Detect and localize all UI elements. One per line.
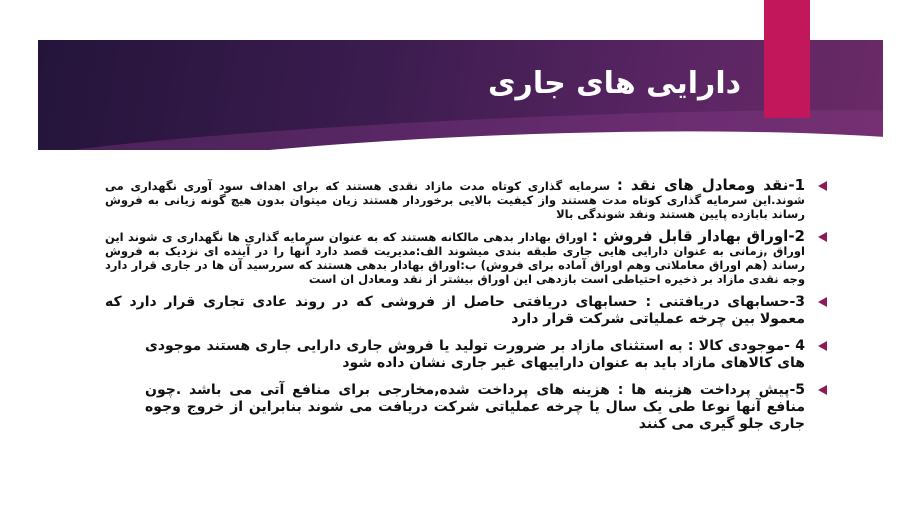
item-heading: 2-اوراق بهادار قابل فروش : (591, 227, 805, 245)
accent-bar (764, 0, 810, 118)
list-item (105, 178, 805, 221)
item-body: سرمایه گذاری کوتاه مدت مازاد نقدی هستند که برای اهداف سود آوری نگهداری می شوند.این سرمایه گذاری کوتاه مدت هستند واز کیفیت بالایی برخوردار هستند زیان میتوان بدون هیچ گونه زیانی به فروش رساند بابازده پایین هستند ونقد شوندگی بالا (105, 179, 805, 221)
item-body: هزینه های پرداخت شده,مخارجی برای منافع آتی می باشد .چون منافع آنها نوعا طی یک سال یا چرخه عملیاتی شرکت دریافت می شوند بنابراین از خروج وجوه جاری جلو گیری می کنند (145, 382, 805, 432)
triangle-bullet-icon (818, 181, 827, 191)
slide-title: دارایی های جاری (488, 66, 741, 101)
item-heading: 4 -موجودی کالا : (687, 338, 805, 354)
list-item (105, 229, 805, 286)
triangle-bullet-icon (818, 232, 827, 242)
item-body: حسابهای دریافتی حاصل از فروشی که در روند عادی تجاری قرار دارد که معمولا بین چرخه عملیاتی شرکت قرار دارد (105, 294, 805, 327)
list-item (105, 338, 805, 372)
triangle-bullet-icon (818, 385, 827, 395)
list-item (105, 294, 805, 328)
item-body: به استثنای مازاد بر ضرورت تولید یا فروش جاری دارایی جاری هستند موجودی های کالاهای مازاد باید به عنوان داراییهای غیر جاری نشان داده شود (145, 338, 805, 371)
item-heading: 3-حسابهای دریافتنی : (645, 294, 806, 310)
slide-content (105, 178, 805, 443)
item-heading: 1-نقد ومعادل های نقد : (616, 176, 805, 194)
item-heading: 5-پیش پرداخت هزینه ها : (617, 382, 806, 398)
triangle-bullet-icon (818, 297, 827, 307)
item-body: اوراق بهادار بدهی مالکانه هستند که به عنوان سرمایه گذاری ها نگهداری ی شوند این اوراق ,زمانی به عنوان دارایی هایی جاری طبقه بندی میشوند الف:مدیریت قصد دارد آنها را در آینده ای نزدیک به فروش رساند (هم اوراق معاملاتی وهم اوراق آماده برای فروش) ب:اوراق بهادار بدهی هستند که سررسید آن ها در جاری قرار دارد وجه نقدی مازاد بر ذخیره احتیاطی است بازدهی این اوراق بیشتر از نقد ومعادل ان است (105, 230, 805, 286)
list-item (105, 382, 805, 433)
triangle-bullet-icon (818, 341, 827, 351)
title-banner (38, 40, 883, 150)
